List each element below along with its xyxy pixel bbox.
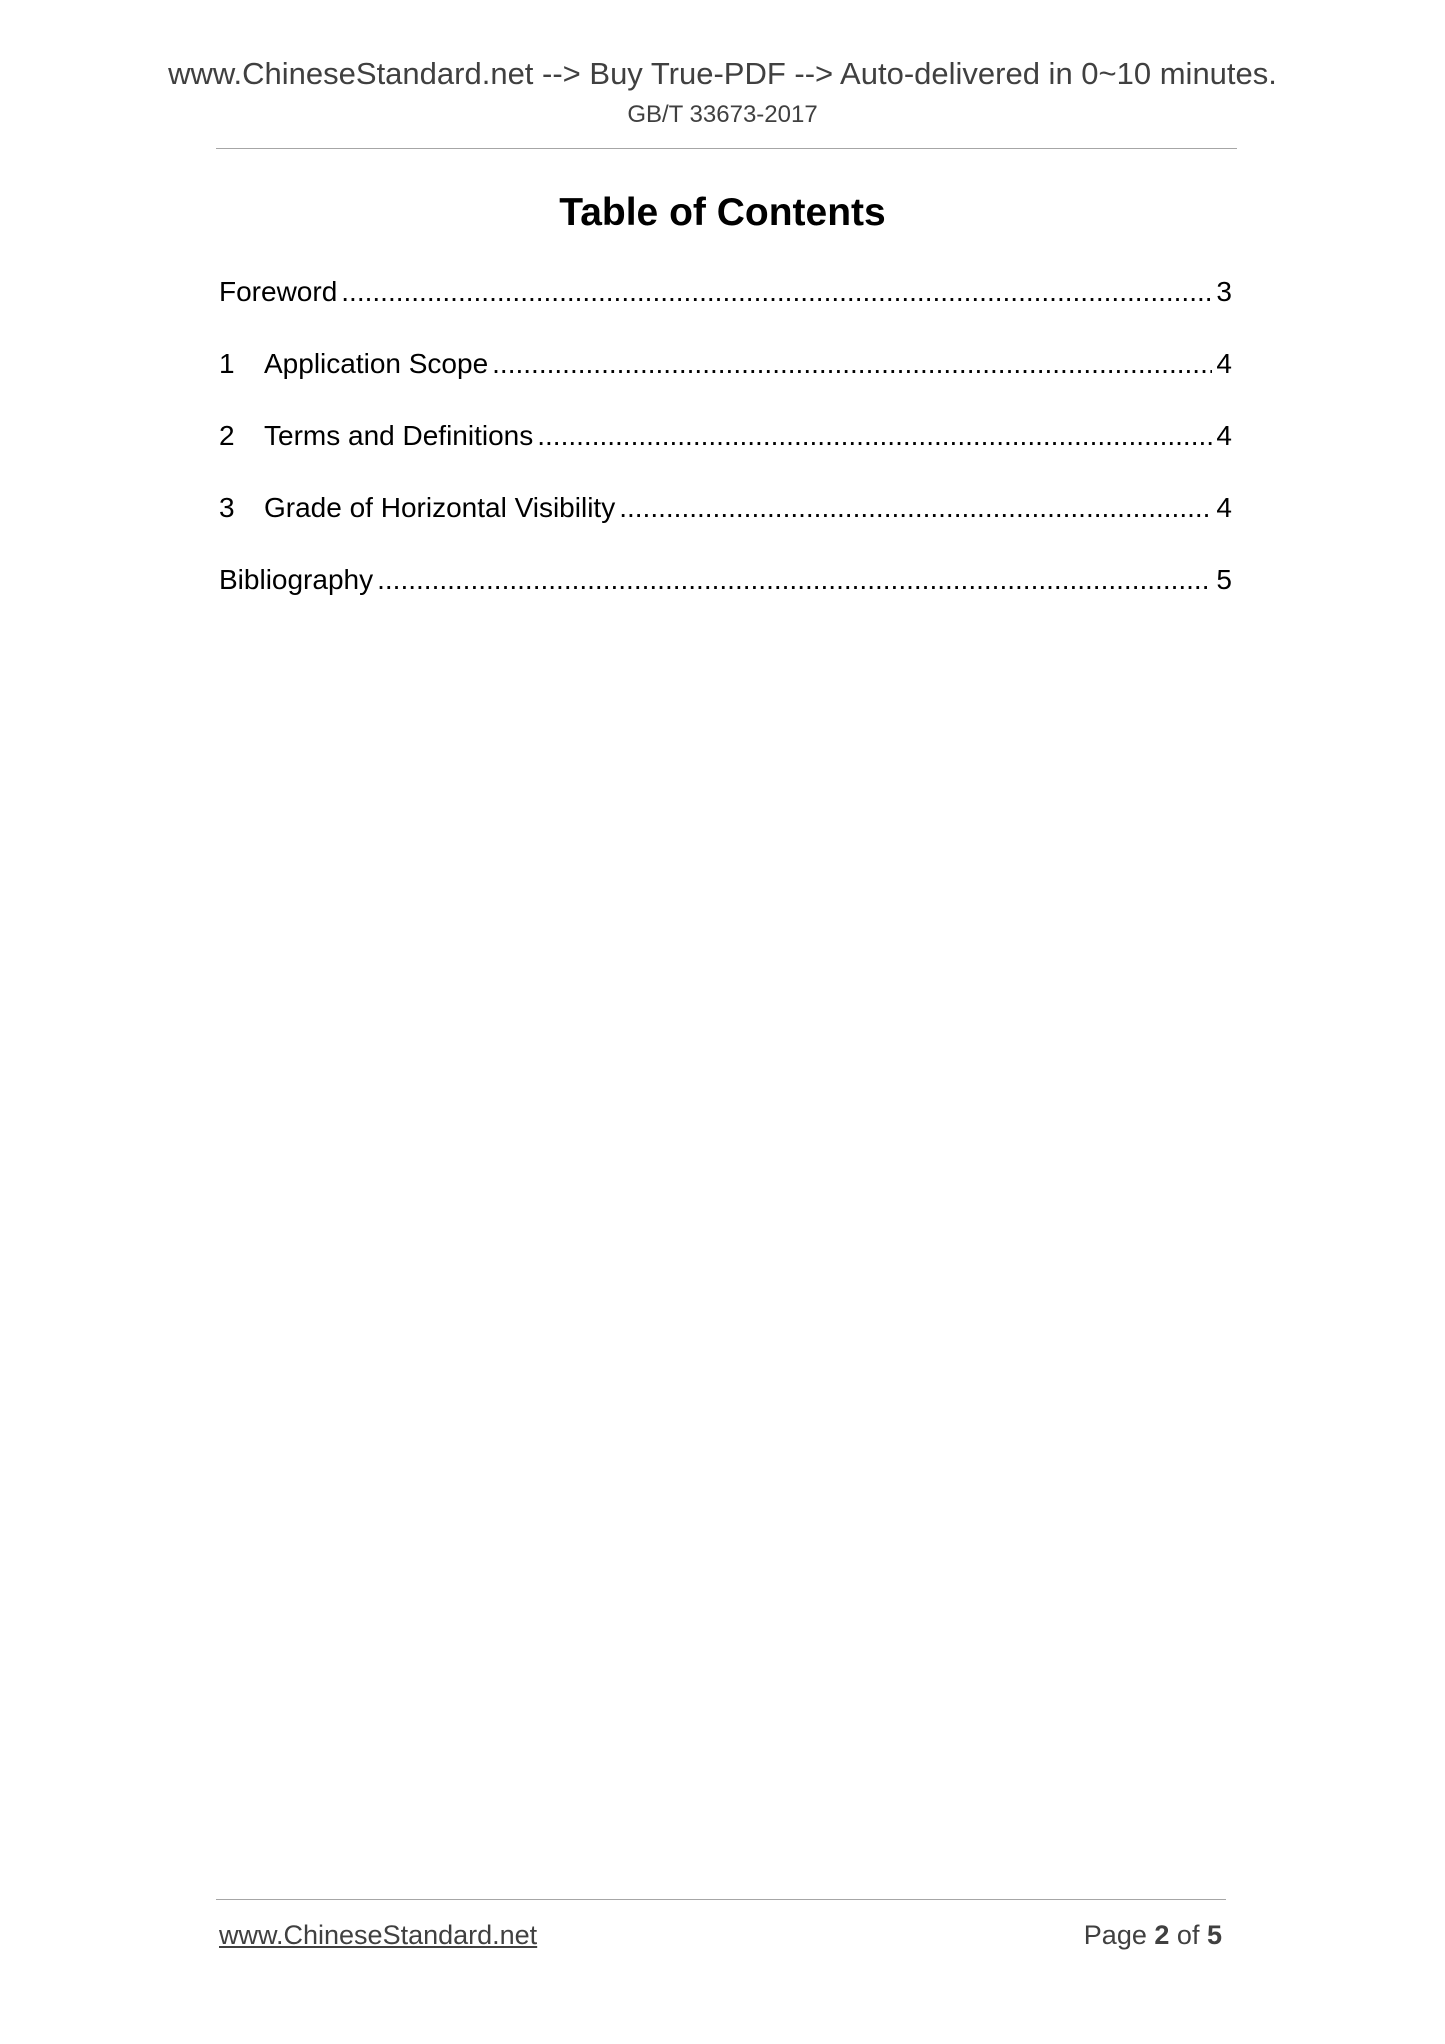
toc-leader-dots bbox=[377, 560, 1212, 600]
toc-entry-page: 3 bbox=[1216, 276, 1232, 307]
toc-entry-label: Foreword bbox=[219, 276, 338, 307]
toc-entry-label: Grade of Horizontal Visibility bbox=[264, 492, 616, 523]
page-indicator bbox=[1084, 1920, 1222, 1951]
footer-website-link[interactable]: www.ChineseStandard.net bbox=[219, 1920, 538, 1950]
page-title: Table of Contents bbox=[559, 191, 886, 234]
header-divider bbox=[216, 148, 1237, 149]
standard-number: GB/T 33673-2017 bbox=[627, 101, 818, 128]
toc-entry-bibliography[interactable] bbox=[219, 560, 1232, 632]
toc-leader-dots bbox=[537, 416, 1212, 456]
toc-entry-label: Terms and Definitions bbox=[264, 420, 534, 451]
toc-entry-label: Bibliography bbox=[219, 564, 374, 595]
toc-entry-terms-definitions[interactable] bbox=[219, 416, 1232, 488]
toc-list bbox=[219, 272, 1232, 632]
toc-entry-page: 4 bbox=[1216, 420, 1232, 451]
toc-entry-label: Application Scope bbox=[264, 348, 489, 379]
toc-entry-number: 1 bbox=[219, 348, 235, 379]
toc-entry-number: 3 bbox=[219, 492, 235, 523]
page-current: 2 bbox=[1154, 1920, 1170, 1950]
toc-entry-foreword[interactable] bbox=[219, 272, 1232, 344]
toc-entry-application-scope[interactable] bbox=[219, 344, 1232, 416]
toc-entry-page: 5 bbox=[1216, 564, 1232, 595]
toc-leader-dots bbox=[341, 272, 1212, 312]
page-separator: of bbox=[1176, 1920, 1200, 1950]
footer-divider bbox=[216, 1899, 1226, 1900]
header-banner: www.ChineseStandard.net --> Buy True-PDF --> Auto-delivered in 0~10 minutes. bbox=[168, 56, 1277, 91]
toc-leader-dots bbox=[492, 344, 1212, 384]
page-total: 5 bbox=[1206, 1920, 1222, 1950]
page-prefix: Page bbox=[1083, 1920, 1147, 1950]
toc-entry-page: 4 bbox=[1216, 492, 1232, 523]
toc-entry-grade-visibility[interactable] bbox=[219, 488, 1232, 560]
toc-entry-page: 4 bbox=[1216, 348, 1232, 379]
toc-entry-number: 2 bbox=[219, 420, 235, 451]
toc-leader-dots bbox=[619, 488, 1212, 528]
